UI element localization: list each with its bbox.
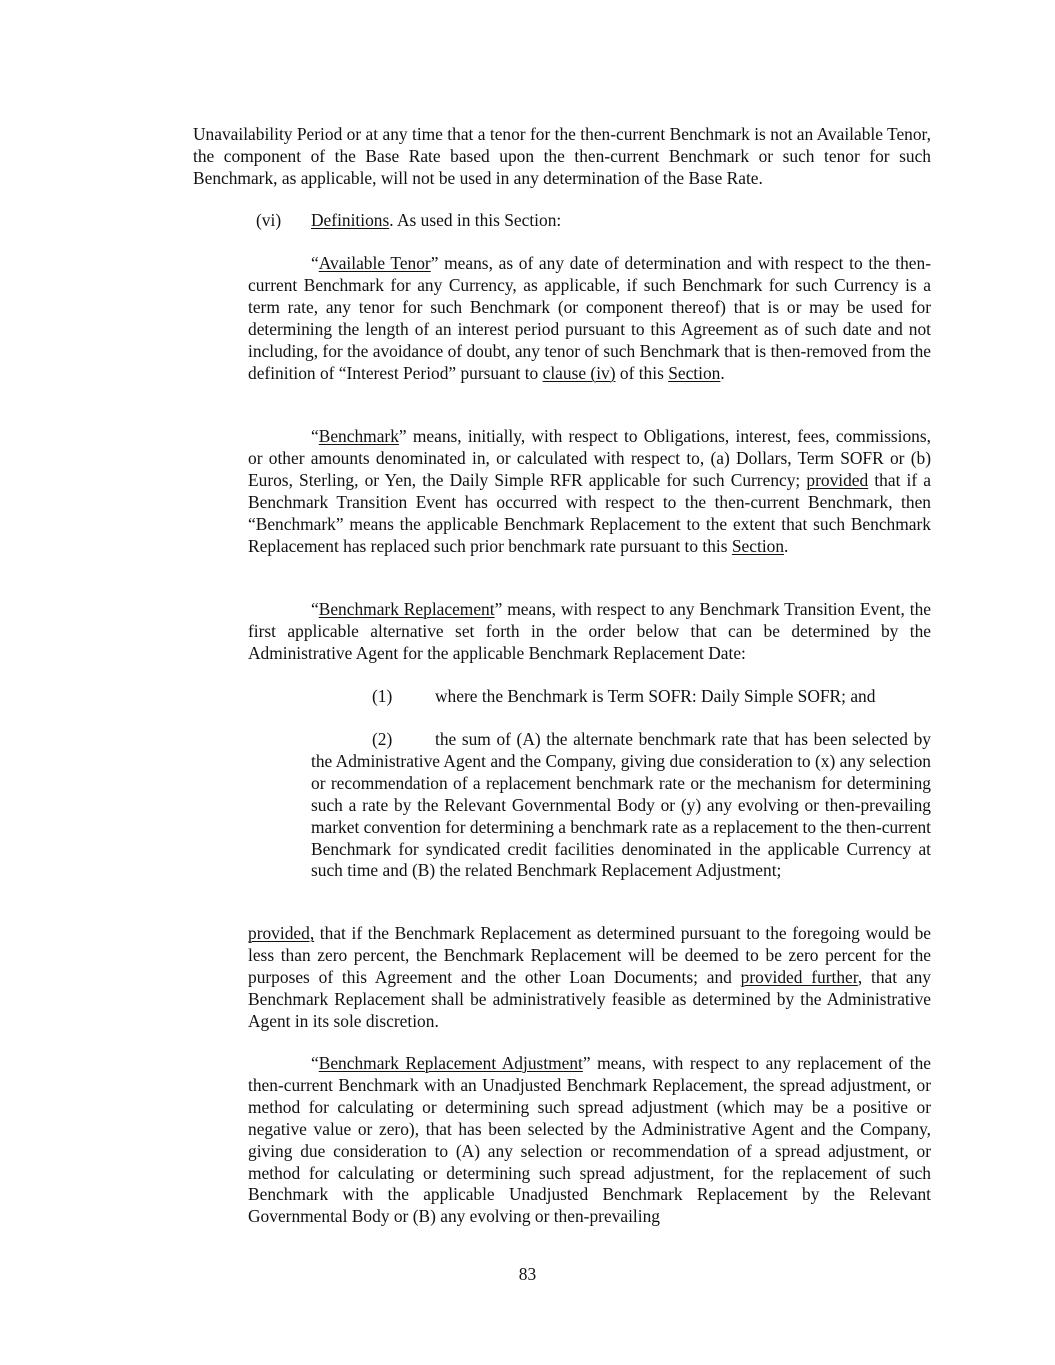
definitions-heading: Definitions <box>311 210 390 230</box>
list-item <box>372 686 932 708</box>
section-number: (vi) <box>256 210 282 230</box>
item-text: where the Benchmark is Term SOFR: Daily Simple SOFR; and <box>435 686 876 706</box>
section-vi-heading <box>256 210 931 232</box>
proviso-text: , that any Benchmark Replacement shall be administratively feasible as determined by the Administrative Agent in its sole discretion. <box>248 966 931 1031</box>
definition-text: . <box>784 535 789 556</box>
provided-further-term: provided further <box>740 966 858 987</box>
definition-available-tenor <box>248 253 931 384</box>
list-item <box>311 729 931 882</box>
definition-benchmark <box>248 426 931 557</box>
open-quote: “ <box>311 253 319 273</box>
defined-term: Benchmark Replacement Adjustment <box>318 1053 583 1073</box>
item-text: the sum of (A) the alternate benchmark rate that has been selected by the Administrative Agent and the Company, giving due consideration to (x) any selection or recommendation of a replacement benchmark rate or the mechanism for determining such a rate by the Relevant Governmental Body or (y) any evolving or then-prevailing market convention for determining a benchmark rate as a replacement to the then-current Benchmark for syndicated credit facilities denominated in the applicable Currency at such time and (B) the related Benchmark Replacement Adjustment; <box>311 729 931 881</box>
section-reference: Section <box>668 362 721 383</box>
defined-term: Benchmark <box>318 426 399 446</box>
definition-text: that if a Benchmark Transition Event has occurred with respect to the then-current Benchmark, then “Benchmark” means the applicable Benchmark Replacement to the extent that such Benchmark Replacement has replaced such prior benchmark rate pursuant to this <box>248 469 931 556</box>
clause-reference: clause (iv) <box>542 362 616 383</box>
definition-benchmark-replacement <box>248 599 931 665</box>
provided-term: provided, <box>248 923 315 943</box>
definition-text: . <box>720 362 725 383</box>
intro-text: Unavailability Period or at any time that a tenor for the then-current Benchmark is not an Available Tenor, the component of the Base Rate based upon the then-current Benchmark or such tenor for such Benchmark, as applicable, will not be used in any determination of the Base Rate. <box>193 124 931 188</box>
definition-text: of this <box>615 362 669 383</box>
item-number: (1) <box>372 686 393 706</box>
defined-term: Available Tenor <box>318 253 431 273</box>
proviso-paragraph <box>248 923 931 1033</box>
definition-text: ” means, initially, with respect to Obligations, interest, fees, commissions, or other amounts denominated in, or calculated with respect to, (a) Dollars, Term SOFR or (b) Euros, Sterling, or Yen, the Daily Simple RFR applicable for such Currency; <box>248 426 931 490</box>
defined-term: Benchmark Replacement <box>318 599 495 619</box>
provided-term: provided <box>806 469 869 490</box>
section-reference: Section <box>731 535 785 556</box>
definition-text: ” means, with respect to any Benchmark Transition Event, the first applicable alternative set forth in the order below that can be determined by the Administrative Agent for the applicable Benchmark Replacement Date: <box>248 599 931 663</box>
open-quote: “ <box>311 599 319 619</box>
definition-text: ” means, as of any date of determination and with respect to the then-current Benchmark for any Currency, as applicable, if such Benchmark for such Currency is a term rate, any tenor for such Benchmark (or component thereof) that is or may be used for determining the length of an interest period pursuant to this Agreement as of such date and not including, for the avoidance of doubt, any tenor of such Benchmark that is then-removed from the definition of “Interest Period” pursuant to <box>248 253 932 383</box>
item-number: (2) <box>372 729 393 749</box>
page-number: 83 <box>518 1264 537 1284</box>
definition-text: ” means, with respect to any replacement of the then-current Benchmark with an Unadjusted Benchmark Replacement, the spread adjustment, or method for calculating or determining such spread adjustment (which may be a positive or negative value or zero), that has been selected by the Administrative Agent and the Company, giving due consideration to (A) any selection or recommendation of a spread adjustment, or method for calculating or determining such spread adjustment, for the replacement of such Benchmark with the applicable Unadjusted Benchmark Replacement by the Relevant Governmental Body or (B) any evolving or then-prevailing <box>248 1053 931 1227</box>
intro-paragraph <box>193 124 931 190</box>
section-vi-rest: . As used in this Section: <box>389 210 562 230</box>
open-quote: “ <box>311 1053 319 1073</box>
definition-benchmark-replacement-adjustment <box>248 1053 931 1228</box>
proviso-text: that if the Benchmark Replacement as determined pursuant to the foregoing would be less than zero percent, the Benchmark Replacement will be deemed to be zero percent for the purposes of this Agreement and the other Loan Documents; and <box>248 923 931 987</box>
open-quote: “ <box>311 426 319 446</box>
